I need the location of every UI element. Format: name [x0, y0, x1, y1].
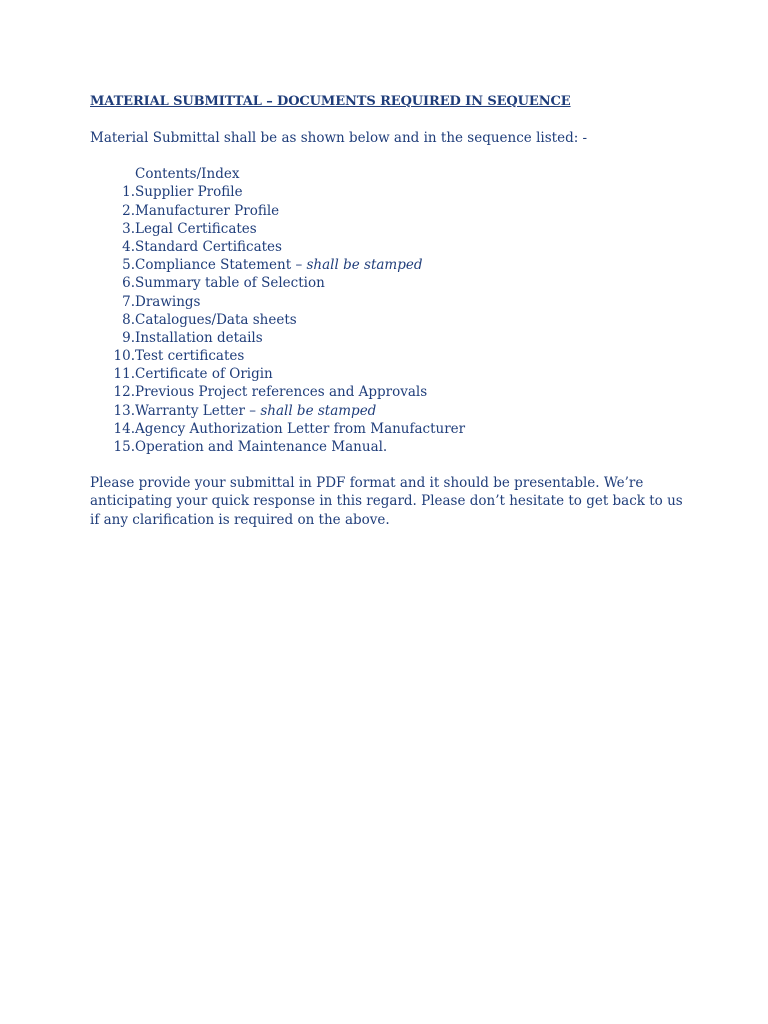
required-documents-list — [90, 165, 690, 456]
list-item-number: 15. — [113, 439, 135, 456]
list-item-note: shall be stamped — [306, 257, 423, 274]
list-item-number: 13. — [113, 402, 135, 419]
list-item-number: 9. — [122, 329, 135, 346]
list-item-text: Warranty Letter – — [135, 402, 261, 419]
list-item-number: 3. — [122, 220, 135, 237]
list-item-text: Agency Authorization Letter from Manufacturer — [135, 420, 466, 437]
list-item-text: Contents/Index — [135, 166, 240, 183]
list-item-number: 10. — [113, 348, 135, 365]
list-item — [90, 256, 690, 274]
list-item — [90, 383, 690, 401]
document-body — [90, 93, 690, 529]
list-item-number: 12. — [113, 384, 135, 401]
list-item-text: Operation and Maintenance Manual. — [135, 439, 388, 456]
list-item — [90, 311, 690, 329]
list-item — [90, 220, 690, 238]
list-item-text: Summary table of Selection — [135, 275, 325, 292]
document-title: MATERIAL SUBMITTAL – DOCUMENTS REQUIRED IN SEQUENCE — [90, 94, 571, 109]
list-item-text: Drawings — [135, 293, 201, 310]
list-item-text: Catalogues/Data sheets — [135, 311, 297, 328]
list-item-text: Manufacturer Profile — [135, 202, 280, 219]
list-item — [90, 293, 690, 311]
list-item-text: Previous Project references and Approvals — [135, 384, 428, 401]
list-item-number: 5. — [122, 257, 135, 274]
list-item-number: 11. — [113, 366, 135, 383]
closing-paragraph: Please provide your submittal in PDF format and it should be presentable. We’re anticipating your quick response in this regard. Please don’t hesitate to get back to us if any clarification is required on the above. — [90, 475, 683, 528]
list-item-text: Standard Certificates — [135, 238, 282, 255]
list-item — [90, 347, 690, 365]
list-item — [90, 438, 690, 456]
list-item-text: Legal Certificates — [135, 220, 257, 237]
list-item — [90, 183, 690, 201]
list-item — [90, 165, 690, 183]
list-item-number: 7. — [122, 293, 135, 310]
list-item-number: 2. — [122, 202, 135, 219]
list-item-number: 4. — [122, 238, 135, 255]
list-item — [90, 365, 690, 383]
list-item-text: Certificate of Origin — [135, 366, 273, 383]
list-item-number: 14. — [113, 420, 135, 437]
list-item — [90, 238, 690, 256]
list-item — [90, 202, 690, 220]
list-item — [90, 402, 690, 420]
list-item-text: Compliance Statement – — [135, 257, 307, 274]
list-item-text: Supplier Profile — [135, 184, 243, 201]
list-item-number: 8. — [122, 311, 135, 328]
list-item — [90, 420, 690, 438]
list-item-note: shall be stamped — [260, 402, 377, 419]
list-item-number: 1. — [122, 184, 135, 201]
list-item — [90, 274, 690, 292]
list-item-text: Test certificates — [135, 348, 245, 365]
list-item — [90, 329, 690, 347]
list-item-number: 6. — [122, 275, 135, 292]
list-item-text: Installation details — [135, 329, 263, 346]
intro-paragraph: Material Submittal shall be as shown below and in the sequence listed: - — [90, 130, 588, 146]
